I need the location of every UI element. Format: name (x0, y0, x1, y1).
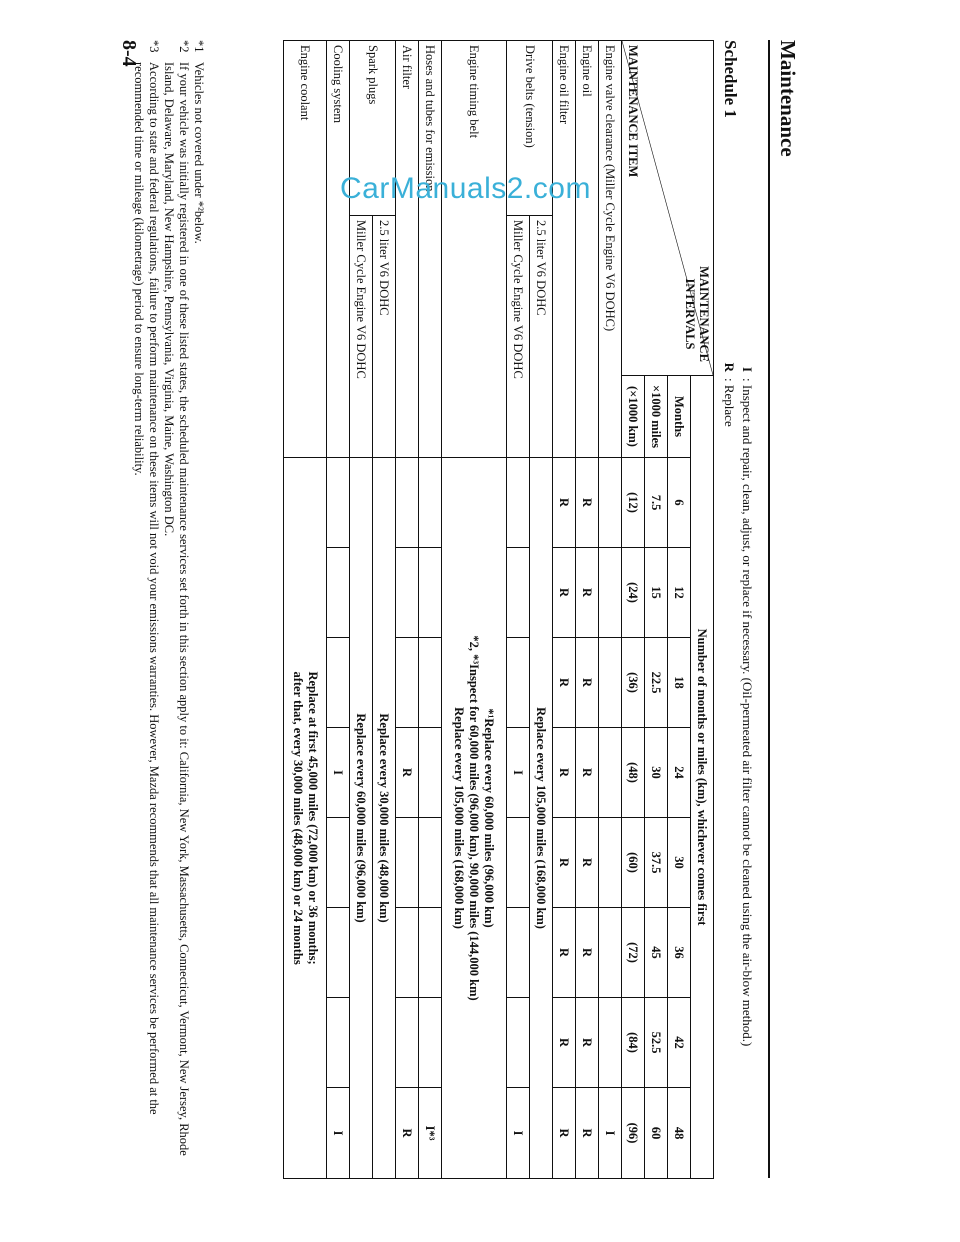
legend-item-replace: R: Replace (722, 362, 737, 427)
footnote: *1 Vehicles not covered under *²below. (192, 40, 206, 244)
page-number: 8-4 (118, 40, 140, 67)
schedule-cell: R (576, 458, 599, 548)
item-label: Drive belts (tension) (507, 41, 553, 216)
schedule-cell: I (599, 1088, 622, 1179)
schedule-title: Schedule 1 (721, 40, 740, 118)
watermark-text: CarManuals2.com (340, 172, 591, 205)
miles-cell: 30 (645, 728, 668, 818)
footnotes (131, 40, 206, 1178)
schedule-cell: R (576, 638, 599, 728)
km-cell: (96) (622, 1088, 645, 1179)
month-cell: 48 (668, 1088, 691, 1179)
schedule-note: Replace every 30,000 miles (48,000 km) (373, 458, 396, 1179)
sub-item-label: 2.5 liter V6 DOHC (530, 216, 553, 458)
sub-item-label: Miller Cycle Engine V6 DOHC (350, 216, 373, 458)
schedule-note: Replace every 105,000 miles (168,000 km) (530, 458, 553, 1179)
item-label: Spark plugs (350, 41, 396, 216)
schedule-cell: R (553, 998, 576, 1088)
schedule-cell: R (576, 1088, 599, 1179)
schedule-cell: R (553, 728, 576, 818)
coolant-notes (284, 458, 327, 1179)
legend (720, 360, 756, 1046)
header-row-span (691, 41, 714, 1179)
schedule-cell: R (553, 458, 576, 548)
schedule-cell: I (507, 728, 530, 818)
item-label: Engine coolant (284, 41, 327, 458)
item-label: Engine valve clearance (Miller Cycle Engine V6 DOHC) (599, 41, 622, 458)
item-label: Cooling system (327, 41, 350, 458)
schedule-cell: I (327, 728, 350, 818)
schedule-cell: R (553, 638, 576, 728)
row-cooling-system (327, 41, 350, 1179)
row-engine-oil-filter (553, 41, 576, 1179)
month-cell: 42 (668, 998, 691, 1088)
table-corner (622, 41, 714, 376)
schedule-note: *¹Replace every 60,000 miles (96,000 km) (482, 708, 497, 928)
row-valve-clearance (599, 41, 622, 1179)
row-hoses-emission (419, 41, 442, 1179)
item-label: Engine oil (576, 41, 599, 458)
km-cell: (36) (622, 638, 645, 728)
schedule-cell: R (396, 728, 419, 818)
row-engine-coolant (284, 41, 327, 1179)
schedule-cell: I (327, 1088, 350, 1179)
km-cell: (84) (622, 998, 645, 1088)
km-cell: (72) (622, 908, 645, 998)
miles-cell: 52.5 (645, 998, 668, 1088)
month-cell: 18 (668, 638, 691, 728)
month-cell: 6 (668, 458, 691, 548)
schedule-note: Replace every 105,000 miles (168,000 km) (452, 707, 467, 929)
schedule-cell: R (553, 818, 576, 908)
miles-cell: 15 (645, 548, 668, 638)
km-cell: (12) (622, 458, 645, 548)
item-label: Air filter (396, 41, 419, 458)
sub-item-label: Miller Cycle Engine V6 DOHC (507, 216, 530, 458)
miles-cell: 22.5 (645, 638, 668, 728)
km-cell: (24) (622, 548, 645, 638)
miles-cell: 37.5 (645, 818, 668, 908)
km-label: (×1000 km) (622, 376, 645, 458)
month-cell: 24 (668, 728, 691, 818)
schedule-cell: I*³ (419, 1088, 442, 1179)
row-engine-oil (576, 41, 599, 1179)
month-cell: 30 (668, 818, 691, 908)
row-air-filter (396, 41, 419, 1179)
item-label: Engine timing belt (442, 41, 507, 458)
item-label: Engine oil filter (553, 41, 576, 458)
months-label: Months (668, 376, 691, 458)
schedule-cell: R (576, 818, 599, 908)
schedule-cell: R (553, 1088, 576, 1179)
footnote: *3 According to state and federal regulations, failure to perform maintenance on these items will not void your emissions warranties. However, Mazda recommends that all maintenance services be performed at the recommended time or mileage (kilometrage) period to ensure long-term reliability. (132, 40, 161, 1115)
row-drive-belts-v6 (530, 41, 553, 1179)
month-cell: 36 (668, 908, 691, 998)
header-rule (768, 40, 770, 1178)
rotated-manual-page (100, 40, 800, 1180)
row-spark-plugs-v6 (373, 41, 396, 1179)
schedule-cell: R (553, 908, 576, 998)
legend-item-inspect: I: Inspect and repair, clean, adjust, or replace if necessary. (Oil-permeated air filter cannot be cleaned using the air-blow method.) (740, 366, 755, 1047)
month-cell: 12 (668, 548, 691, 638)
schedule-note: *2, *³Inspect for 60,000 miles (96,000 km), 90,000 miles (144,000 km) (467, 635, 482, 1001)
maintenance-schedule-table (283, 40, 714, 1179)
schedule-note: Replace every 60,000 miles (96,000 km) (350, 458, 373, 1179)
km-cell: (60) (622, 818, 645, 908)
interval-span-header: Number of months or miles (km), whichever comes first (691, 376, 714, 1179)
schedule-cell: R (576, 548, 599, 638)
row-timing-belt (442, 41, 507, 1179)
schedule-cell: R (576, 908, 599, 998)
km-cell: (48) (622, 728, 645, 818)
miles-label: ×1000 miles (645, 376, 668, 458)
miles-cell: 60 (645, 1088, 668, 1179)
miles-cell: 45 (645, 908, 668, 998)
schedule-note: after that, every 30,000 miles (48,000 km) or 24 months (291, 671, 305, 965)
item-label: Hoses and tubes for emission (419, 41, 442, 458)
miles-cell: 7.5 (645, 458, 668, 548)
schedule-cell: R (396, 1088, 419, 1179)
sub-item-label: 2.5 liter V6 DOHC (373, 216, 396, 458)
section-title: Maintenance (776, 40, 800, 157)
schedule-cell: I (507, 1088, 530, 1179)
schedule-note: Replace at first 45,000 miles (72,000 km) or 36 months; (306, 671, 320, 965)
timing-belt-notes (442, 458, 507, 1179)
schedule-cell: R (553, 548, 576, 638)
schedule-cell: R (576, 998, 599, 1088)
schedule-cell: R (576, 728, 599, 818)
intervals-label: MAINTENANCE INTERVALS (683, 266, 711, 362)
maintenance-item-label: MAINTENANCE ITEM (626, 45, 640, 178)
footnote: *2 If your vehicle was initially registered in one of these listed states, the scheduled maintenance services set forth in this section apply to it: California, New York, Massachusetts, Connecticut, Vermont, New Jersey, Rhode Island, Delaware, Maryland, New Hampshire, Pennsylvania, Virginia, Maine, Washington DC. (162, 40, 191, 1156)
